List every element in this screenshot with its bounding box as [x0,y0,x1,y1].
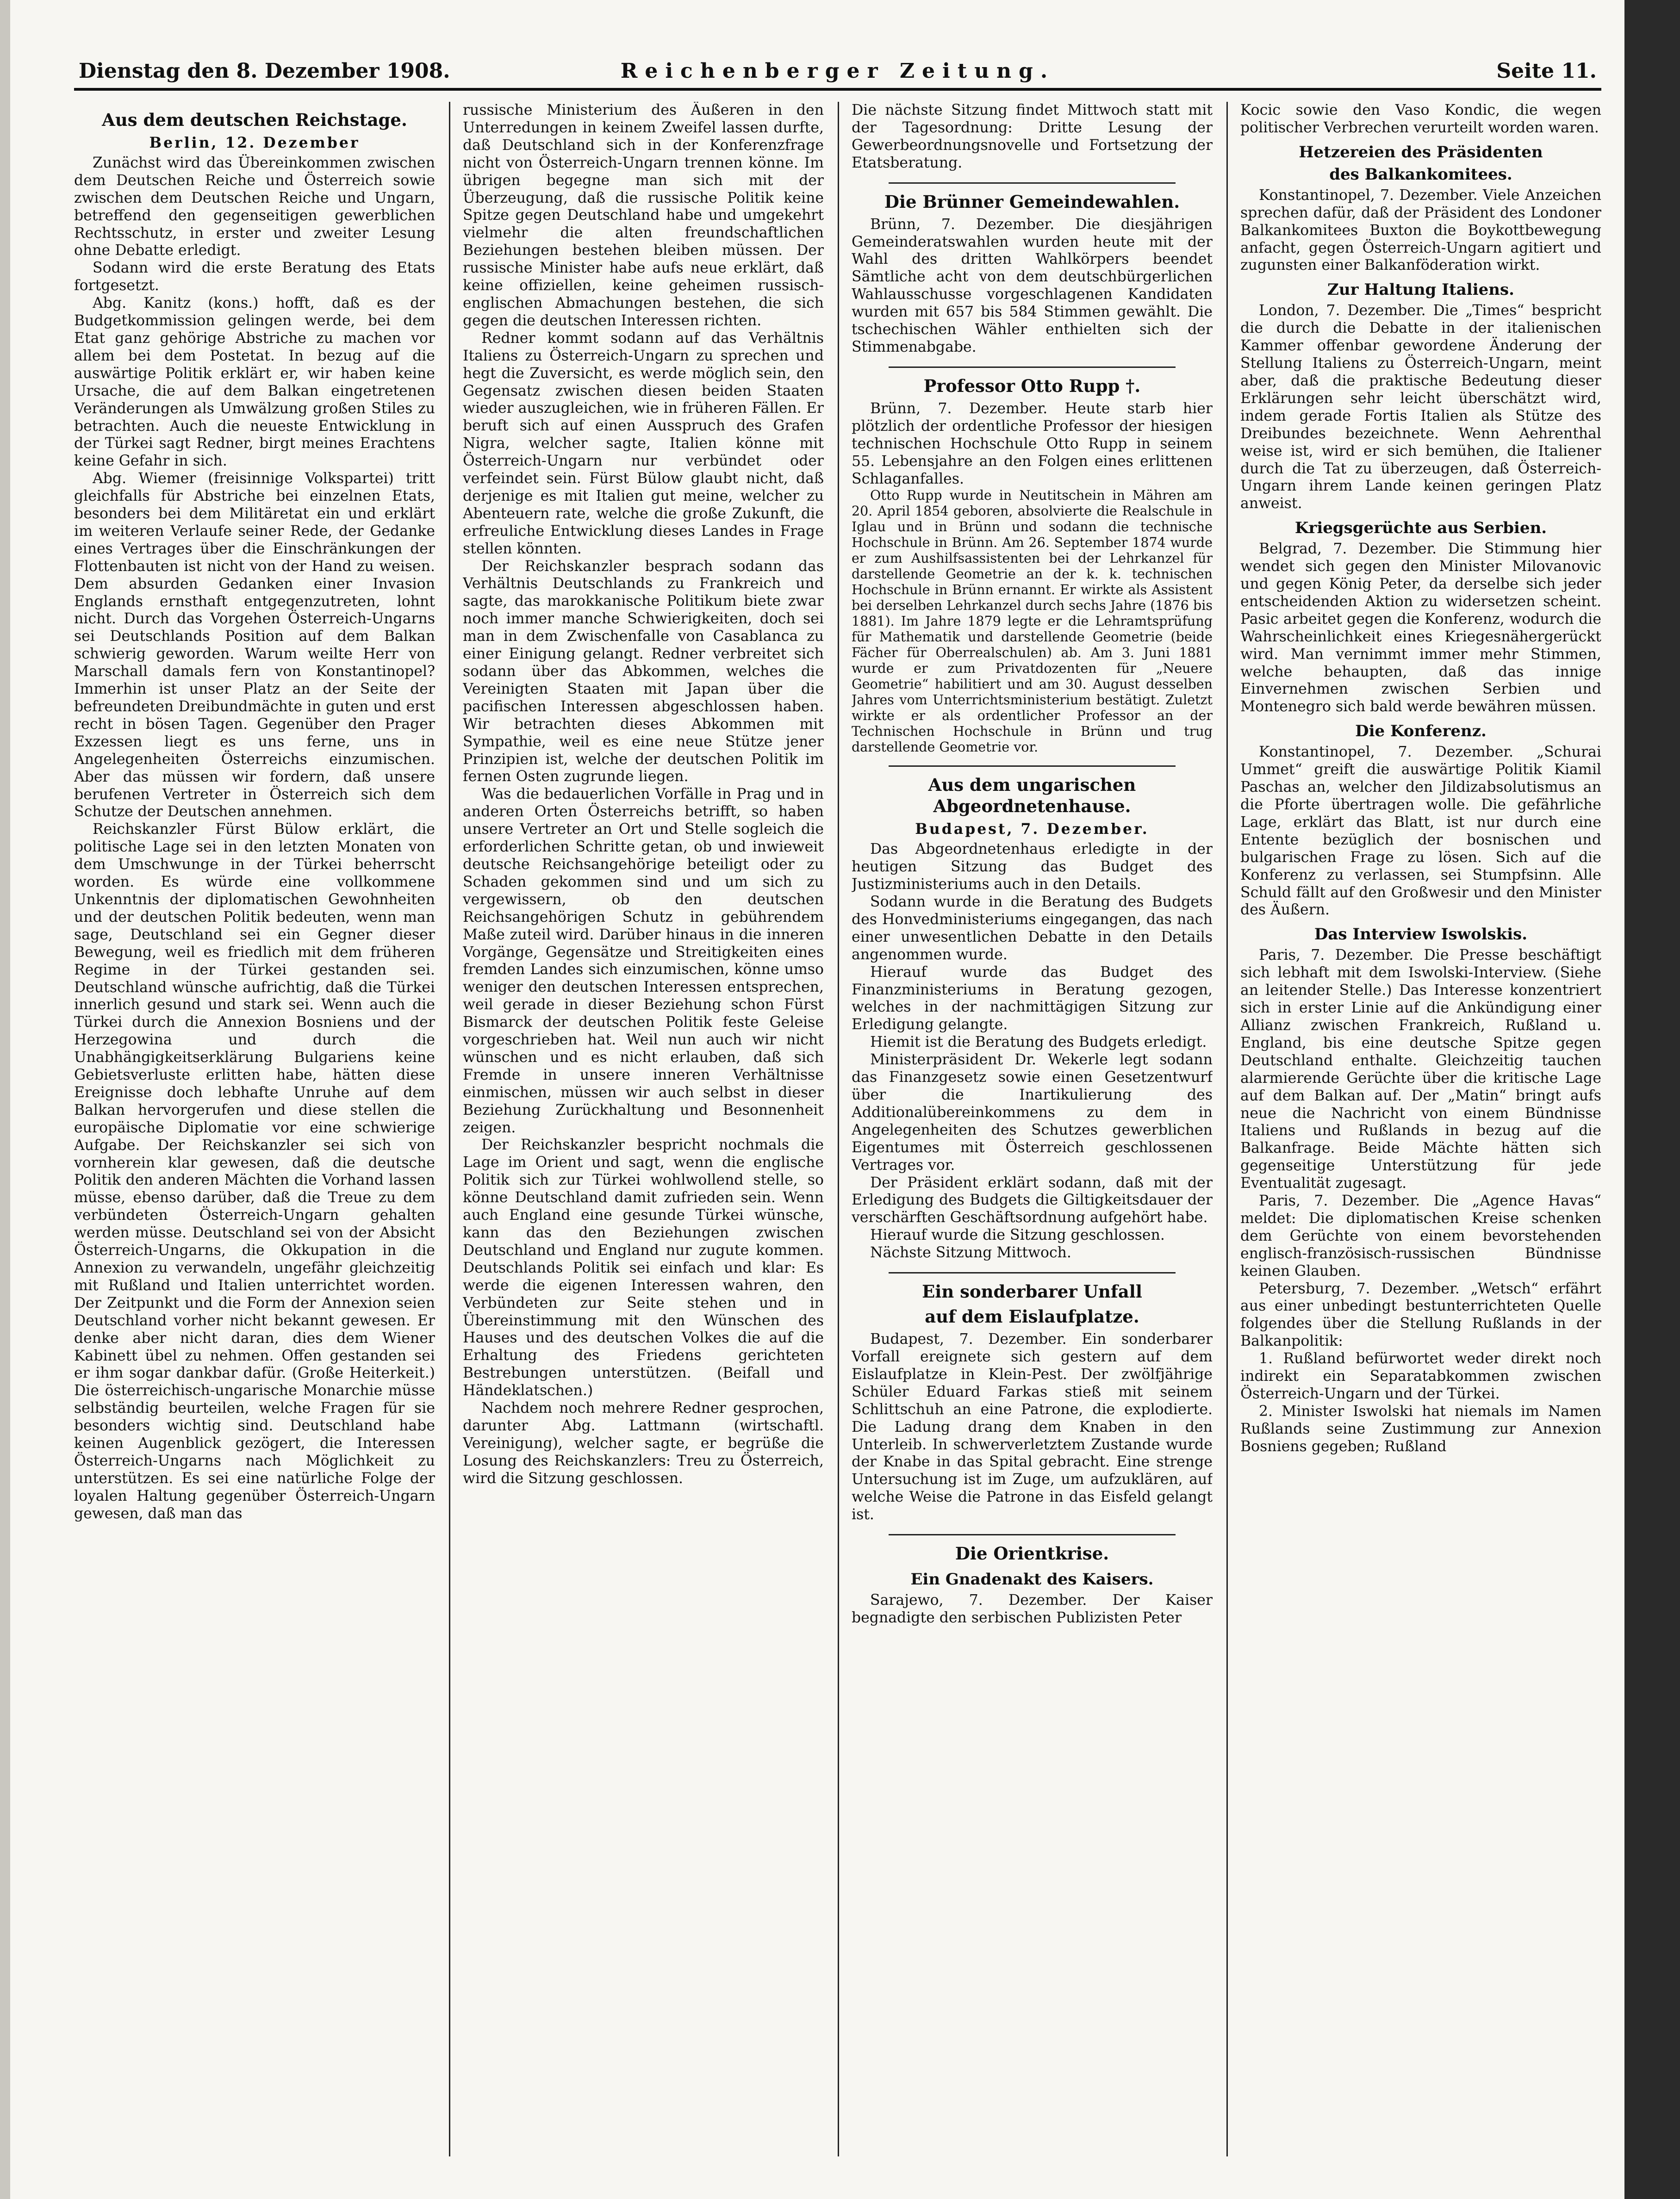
paragraph: Der Reichskanzler bespricht nochmals die Lage im Orient und sagt, wenn die englische Politik sich zur Türkei wohlwollend stelle, so könne Deutschland damit zufrieden sein. Wenn auch England eine gesunde Türkei wünsche, kann das den Beziehungen zwischen Deutschland und England nur zugute kommen. Deutschlands Politik sei einfach und klar: Es werde die eigenen Interessen wahren, den Verbündeten zur Seite stehen und in Übereinstimmung mit den Wünschen des Hauses und des deutschen Volkes die auf die Erhaltung des Friedens gerichteten Bestrebungen unterstützen. (Beifall und Händeklatschen.) [463,1137,824,1399]
scan-left-edge [0,0,10,2199]
paragraph: Zunächst wird das Übereinkommen zwischen dem Deutschen Reiche und Österreich sowie zwischen dem Deutschen Reiche und Ungarn, betreffend den gegenseitigen gewerblichen Rechtsschutz, in erster und zweiter Lesung ohne Debatte erledigt. [74,154,435,259]
paragraph: Brünn, 7. Dezember. Heute starb hier plötzlich der ordentliche Professor der hiesigen technischen Hochschule Otto Rupp in seinem 55. Lebensjahre an den Folgen eines erlittenen Schlaganfalles. [852,400,1213,487]
article-heading: Hetzereien des Präsidenten [1299,143,1543,162]
divider [889,182,1176,184]
paragraph: Sarajewo, 7. Dezember. Der Kaiser begnadigte den serbischen Publizisten Peter [852,1592,1213,1626]
paragraph: 1. Rußland befürwortet weder direkt noch indirekt ein Separatabkommen zwischen Österreich-Ungarn und der Türkei. [1240,1350,1601,1402]
paragraph: Reichskanzler Fürst Bülow erklärt, die politische Lage sei in den letzten Monaten von dem Umschwunge in der Türkei beherrscht worden. Es würde eine vollkommene Unkenntnis der diplomatischen Gewohnheiten und der deutschen Politik bedeuten, wenn man sage, Deutschland sei ein Gegner dieser Bewegung, weil es friedlich mit dem früheren Regime in der Türkei gestanden sei. Deutschland wünsche aufrichtig, daß die Türkei innerlich gesund und stark sei. Wenn auch die Türkei durch die Annexion Bosniens und der Herzegowina und durch die Unabhängigkeitserklärung Bulgariens keine Gebietsverluste erlitten habe, hätten diese Ereignisse doch lebhafte Unruhe auf dem Balkan hervorgerufen und diese stellen die europäische Diplomatie vor eine schwierige Aufgabe. Der Reichskanzler sei sich von vornherein klar gewesen, daß die deutsche Politik den anderen Mächten die Vorhand lassen müsse, ebenso darüber, daß die Treue zu dem verbündeten Österreich-Ungarn gehalten werden müsse. Deutschland sei von der Absicht Österreich-Ungarns, die Okkupation in die Annexion zu verwandeln, ungefähr gleichzeitig mit Rußland und Italien unterrichtet worden. Der Zeitpunkt und die Form der Annexion seien Deutschland vorher nicht bekannt gewesen. Er denke aber nicht daran, dies dem Wiener Kabinett übel zu nehmen. Offen gestanden sei er ihm sogar dankbar dafür. (Große Heiterkeit.) Die österreichisch-ungarische Monarchie müsse selbständig beurteilen, welche Fragen für sie besonders wichtig sind. Deutschland habe keinen Augenblick gezögert, die Interessen Österreich-Ungarns nach Möglichkeit zu unterstützen. Es sei eine natürliche Folge der loyalen Haltung gegenüber Österreich-Ungarn gewesen, daß man das [74,821,435,1522]
paragraph: Petersburg, 7. Dezember. „Wetsch“ erfährt aus einer unbedingt bestunterrichteten Quelle folgendes über die Stellung Rußlands in der Balkanpolitik: [1240,1280,1601,1350]
paragraph: Hierauf wurde die Sitzung geschlossen. [870,1227,1165,1244]
article-heading: Die Konferenz. [1355,722,1487,741]
article-heading: Das Interview Iswolskis. [1314,925,1528,944]
paragraph: London, 7. Dezember. Die „Times“ bespricht die durch die Debatte in der italienischen Kammer offenbar gewordene Änderung der Stellung Italiens zu Österreich-Ungarn, meint aber, daß die praktische Bedeutung dieser Erklärungen sehr leicht überschätzt wird, indem gerade Fortis Italien als Stütze des Dreibundes bezeichnete. Wenn Aehrenthal weise ist, wird er sich bemühen, die Italiener durch die Tat zu überzeugen, daß Österreich-Ungarn ihrem Lande keinen geringen Platz anweist. [1240,302,1601,512]
paragraph: 2. Minister Iswolski hat niemals im Namen Rußlands seine Zustimmung zur Annexion Bosniens gegeben; Rußland [1240,1403,1601,1455]
paragraph: Was die bedauerlichen Vorfälle in Prag und in anderen Orten Österreichs betrifft, so haben unsere Vertreter an Ort und Stelle sogleich die erforderlichen Schritte getan, ob und inwieweit deutsche Reichsangehörige beteiligt oder zu Schaden gekommen sind und um sich zu vergewissern, ob den deutschen Reichsangehörigen Schutz in gebührendem Maße zuteil wird. Darüber hinaus in die inneren Vorgänge, Gegensätze und Streitigkeiten eines fremden Landes sich einzumischen, könne umso weniger den deutschen Interessen entsprechen, weil gerade in dieser Beziehung schon Fürst Bismarck der deutschen Politik feste Geleise vorgeschrieben hat. Weil nun auch wir nicht wünschen und es nicht erlauben, daß sich Fremde in unsere inneren Verhältnisse einmischen, müssen wir auch selbst in dieser Beziehung Zurückhaltung und Besonnenheit zeigen. [463,786,824,1136]
paragraph: Die nächste Sitzung findet Mittwoch statt mit der Tagesordnung: Dritte Lesung der Gewerbeordnungsnovelle und Fortsetzung der Etatsberatung. [852,102,1213,171]
article-subheading: Ein Gnadenakt des Kaisers. [910,1570,1154,1589]
article-heading: Die Orientkrise. [955,1543,1109,1564]
paragraph: Hiemit ist die Beratung des Budgets erledigt. [870,1034,1207,1051]
article-heading: Die Brünner Gemeindewahlen. [884,191,1180,212]
article-heading: Aus dem ungarischen Abgeordnetenhause. [928,775,1136,817]
paragraph: Nachdem noch mehrere Redner gesprochen, darunter Abg. Lattmann (wirtschaftl. Vereinigung), welcher sagte, er begrüße die Losung des Reichskanzlers: Treu zu Österreich, wird die Sitzung geschlossen. [463,1400,824,1487]
article-heading: des Balkankomitees. [1329,165,1512,184]
column-rule [838,102,839,2156]
column-rule [1226,102,1228,2156]
paragraph: Kocic sowie den Vaso Kondic, die wegen politischer Verbrechen verurteilt worden waren. [1240,102,1601,136]
header-title: Reichenberger Zeitung. [620,59,1055,83]
paragraph: Otto Rupp wurde in Neutitschein in Mähren am 20. April 1854 geboren, absolvierte die Realschule in Iglau und in Brünn und sodann die technische Hochschule in Brünn. Am 26. September 1874 wurde er zum Aushilfsassistenten bei der Lehrkanzel für darstellende Geometrie an der k. k. technischen Hochschule in Brünn ernannt. Er wirkte als Assistent bei derselben Lehrkanzel durch sechs Jahre (1876 bis 1881). Im Jahre 1879 legte er die Lehramtsprüfung für Mathematik und darstellende Geometrie (beide Fächer für Oberrealschulen) ab. Am 3. Juni 1881 wurde er zum Privatdozenten für „Neuere Geometrie“ habilitiert und am 30. August desselben Jahres vom Unterrichtsministerium bestätigt. Zuletzt wirkte er als ordentlicher Professor an der Technischen Hochschule in Brünn und trug darstellende Geometrie vor. [852,488,1213,755]
paragraph: Abg. Kanitz (kons.) hofft, daß es der Budgetkommission gelingen werde, bei dem Etat ganz gehörige Abstriche zu machen vor allem bei dem Postetat. In bezug auf die auswärtige Politik erklärt er, wir haben keine Ursache, die auf dem Balkan eingetretenen Veränderungen als Umwälzung großen Stiles zu betrachten. Auch die neueste Entwicklung in der Türkei sagt Redner, birgt meines Erachtens keine Gefahr in sich. [74,295,435,470]
dateline: Berlin, 12. Dezember [149,134,360,151]
column-2 [463,102,824,2156]
column-4 [1240,102,1601,2156]
paragraph: Abg. Wiemer (freisinnige Volkspartei) tritt gleichfalls für Abstriche bei einzelnen Etats, besonders bei dem Militäretat ein und erklärt im weiteren Verlaufe seiner Rede, der Gedanke eines Vertrages über die Einschränkungen der Flottenbauten ist nicht von der Hand zu weisen. Dem absurden Gedanken einer Invasion Englands ernsthaft entgegenzutreten, lohnt nicht. Durch das Vorgehen Österreich-Ungarns sei Deutschlands Position auf dem Balkan schwierig geworden. Warum weilte Herr von Marschall damals fern von Konstantinopel? Immerhin ist unser Platz an der Seite der befreundeten Dreibundmächte in guten und erst recht in bösen Tagen. Gegenüber den Prager Exzessen liegt es uns ferne, uns in Angelegenheiten Österreichs einzumischen. Aber das müssen wir fordern, daß unsere berufenen Vertreter in Österreich sich dem Schutze der Deutschen annehmen. [74,470,435,820]
paragraph: Sodann wurde in die Beratung des Budgets des Honvedministeriums eingegangen, das nach einer unwesentlichen Debatte in den Details angenommen wurde. [852,894,1213,963]
paragraph: Redner kommt sodann auf das Verhältnis Italiens zu Österreich-Ungarn zu sprechen und hegt die Zuversicht, es werde möglich sein, den Gegensatz zwischen diesen beiden Staaten wieder auszugleichen, wie in früheren Fällen. Er beruft sich auf einen Ausspruch des Grafen Nigra, welcher sagte, Italien könne mit Österreich-Ungarn nur verbündet oder verfeindet sein. Fürst Bülow glaubt nicht, daß derjenige es mit Italien gut meine, welcher zu Abenteuern rate, welche die große Zukunft, die erfreuliche Entwicklung dieses Landes in Frage stellen könnten. [463,329,824,557]
article-heading: Aus dem deutschen Reichstage. [102,110,407,130]
paragraph: Der Präsident erklärt sodann, daß mit der Erledigung des Budgets die Giltigkeitsdauer der verschärften Geschäftsordnung aufgehört habe. [852,1174,1213,1226]
paragraph: Belgrad, 7. Dezember. Die Stimmung hier wendet sich gegen den Minister Milovanovic und gegen König Peter, da derselbe sich jeder entscheidenden Aktion zu widersetzen scheint. Pasic arbeitet gegen die Konferenz, wodurch die Wahrscheinlichkeit eines Kriegesnähergerückt wird. Man vernimmt immer mehr Stimmen, welche behaupten, daß das innige Einvernehmen zwischen Serbien und Montenegro sich bald werde bewähren müssen. [1240,540,1601,715]
article-heading: Zur Haltung Italiens. [1327,280,1514,299]
divider [889,1534,1176,1535]
paragraph: Hierauf wurde das Budget des Finanzministeriums in Beratung gezogen, welches in der nachmittägigen Sitzung zur Erledigung gelangte. [852,963,1213,1033]
paragraph: Brünn, 7. Dezember. Die diesjährigen Gemeinderatswahlen wurden heute mit der Wahl des dritten Wahlkörpers beendet Sämtliche acht von dem deutschbürgerlichen Wahlausschusse vorgeschlagenen Kandidaten wurden mit 657 bis 584 Stimmen gewählt. Die tschechischen Wähler enthielten sich der Stimmenabgabe. [852,216,1213,355]
paragraph: Nächste Sitzung Mittwoch. [870,1244,1071,1261]
newspaper-page [74,56,1601,2166]
article-heading: Professor Otto Rupp †. [923,375,1141,396]
article-heading: Kriegsgerüchte aus Serbien. [1294,519,1547,538]
column-rule [449,102,450,2156]
divider [889,1272,1176,1273]
paragraph: Paris, 7. Dezember. Die „Agence Havas“ meldet: Die diplomatischen Kreise schenken dem Gerüchte von einem bevorstehenden englisch-französisch-russischen Bündnisse keinen Glauben. [1240,1193,1601,1280]
column-3 [852,102,1213,2156]
divider [889,366,1176,368]
paragraph: Ministerpräsident Dr. Wekerle legt sodann das Finanzgesetz sowie einen Gesetzentwurf über die Inartikulierung des Additionalübereinkommens zu dem in Angelegenheiten des Schutzes gewerblichen Eigentumes mit Österreich geschlossenen Vertrages vor. [852,1051,1213,1174]
paragraph: russische Ministerium des Äußeren in den Unterredungen in keinem Zweifel lassen durfte, daß Deutschland sich in der Konferenzfrage nicht von Österreich-Ungarn trennen könne. Im übrigen begegne man sich mit der Überzeugung, daß die russische Politik keine Spitze gegen Deutschland habe und umgekehrt vielmehr die alten freundschaftlichen Beziehungen bestehen bleiben müssen. Der russische Minister habe aufs neue erklärt, daß keine offiziellen, keine geheimen russisch-englischen Abmachungen bestehen, die sich gegen die deutschen Interessen richten. [463,102,824,329]
paragraph: Sodann wird die erste Beratung des Etats fortgesetzt. [74,260,435,294]
divider [889,765,1176,767]
paragraph: Konstantinopel, 7. Dezember. „Schurai Ummet“ greift die auswärtige Politik Kiamil Paschas an, welcher den Jildizabsolutismus an die Pforte übertragen wolle. Die gefährliche Lage, erklärt das Blatt, ist nur durch eine Entente bezüglich der bosnischen und bulgarischen Frage zu lösen. Sich auf die Konferenz zu verlassen, sei Stumpfsinn. Alle Schuld fällt auf den Großwesir und den Minister des Äußern. [1240,744,1601,919]
scan-right-edge [1624,0,1680,2199]
paragraph: Paris, 7. Dezember. Die Presse beschäftigt sich lebhaft mit dem Iswolski-Interview. (Siehe an leitender Stelle.) Das Interesse konzentriert sich in erster Linie auf die Ankündigung einer Allianz zwischen Frankreich, Rußland u. England, bis eine deutsche Spitze gegen Deutschland enthalte. Gleichzeitig tauchen alarmierende Gerüchte über die kritische Lage auf dem Balkan auf. Der „Matin“ bringt aufs neue die Nachricht von einem Bündnisse Italiens und Rußlands in bezug auf die Balkanfrage. Beide Mächte hätten sich gegenseitige Unterstützung für jede Eventualität zugesagt. [1240,947,1601,1192]
paragraph: Das Abgeordnetenhaus erledigte in der heutigen Sitzung das Budget des Justizministeriums auch in den Details. [852,841,1213,893]
column-1 [74,102,435,2156]
article-heading: auf dem Eislaufplatze. [925,1306,1139,1327]
paragraph: Der Reichskanzler besprach sodann das Verhältnis Deutschlands zu Frankreich und sagte, das marokkanische Politikum biete zwar noch immer manche Schwierigkeiten, doch sei man in dem Zwischenfalle von Casablanca zu einer Einigung gelangt. Redner verbreitet sich sodann über das Abkommen, welches die Vereinigten Staaten mit Japan über die pacifischen Interessen abgeschlossen haben. Wir betrachten dieses Abkommen mit Sympathie, weil es eine neue Stütze jener Prinzipien ist, welche der deutschen Politik im fernen Osten zugrunde liegen. [463,558,824,785]
paragraph: Konstantinopel, 7. Dezember. Viele Anzeichen sprechen dafür, daß der Präsident des Londoner Balkankomitees Buxton die Boykottbewegung anfacht, gegen Österreich-Ungarn agitiert und zugunsten einer Balkanföderation wirkt. [1240,186,1601,274]
paragraph: Budapest, 7. Dezember. Ein sonderbarer Vorfall ereignete sich gestern auf dem Eislaufplatze in Klein-Pest. Der zwölfjährige Schüler Eduard Farkas stieß mit seinem Schlittschuh an eine Patrone, die explodierte. Die Ladung drang dem Knaben in den Unterleib. In schwerverletztem Zustande wurde der Knabe in das Spital gebracht. Eine strenge Untersuchung ist im Zuge, um aufzuklären, auf welche Weise die Patrone in das Eisfeld gelangt ist. [852,1331,1213,1523]
header-date: Dienstag den 8. Dezember 1908. [79,59,450,83]
header-page-number: Seite 11. [1496,59,1597,83]
page-header [74,56,1601,91]
article-heading: Ein sonderbarer Unfall [922,1281,1142,1302]
dateline: Budapest, 7. Dezember. [915,820,1149,838]
